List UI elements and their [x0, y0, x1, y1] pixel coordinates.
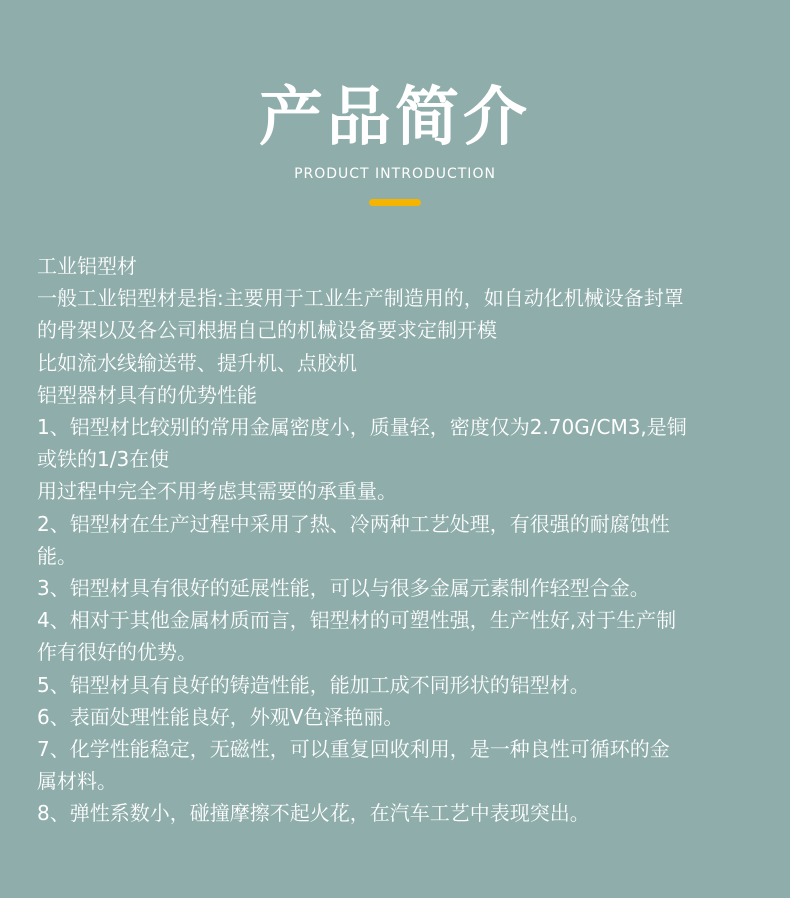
page-title: 产品简介 — [259, 81, 531, 155]
text-line: 1、铝型材比较别的常用金属密度小，质量轻，密度仅为2.70G/CM3,是铜 — [37, 415, 687, 440]
accent-divider — [369, 199, 421, 206]
page-subtitle: PRODUCT INTRODUCTION — [294, 166, 496, 182]
text-line: 4、相对于其他金属材质而言，铝型材的可塑性强，生产性好,对于生产制 — [37, 608, 677, 633]
text-line: 用过程中完全不用考虑其需要的承重量。 — [37, 479, 397, 504]
text-line: 5、铝型材具有良好的铸造性能，能加工成不同形状的铝型材。 — [37, 672, 590, 697]
text-line: 比如流水线输送带、提升机、点胶机 — [37, 350, 357, 375]
text-line: 一般工业铝型材是指:主要用于工业生产制造用的，如自动化机械设备封罩 — [37, 286, 684, 311]
intro-text-block — [37, 250, 765, 830]
text-line: 的骨架以及各公司根据自己的机械设备要求定制开模 — [37, 318, 497, 343]
text-line: 6、表面处理性能良好，外观V色泽艳丽。 — [37, 704, 404, 729]
text-line: 铝型器材具有的优势性能 — [37, 382, 257, 407]
text-line: 能。 — [37, 543, 77, 568]
text-line: 作有很好的优势。 — [37, 640, 197, 665]
text-line: 3、铝型材具有很好的延展性能，可以与很多金属元素制作轻型合金。 — [37, 576, 650, 601]
text-line: 工业铝型材 — [37, 254, 137, 278]
text-line: 或铁的1/3在使 — [37, 447, 170, 472]
text-line: 2、铝型材在生产过程中采用了热、冷两种工艺处理，有很强的耐腐蚀性 — [37, 511, 670, 536]
text-line: 8、弹性系数小，碰撞摩擦不起火花，在汽车工艺中表现突出。 — [37, 801, 590, 826]
text-line: 7、化学性能稳定，无磁性，可以重复回收利用，是一种良性可循环的金 — [37, 737, 670, 762]
text-line: 属材料。 — [37, 769, 117, 794]
